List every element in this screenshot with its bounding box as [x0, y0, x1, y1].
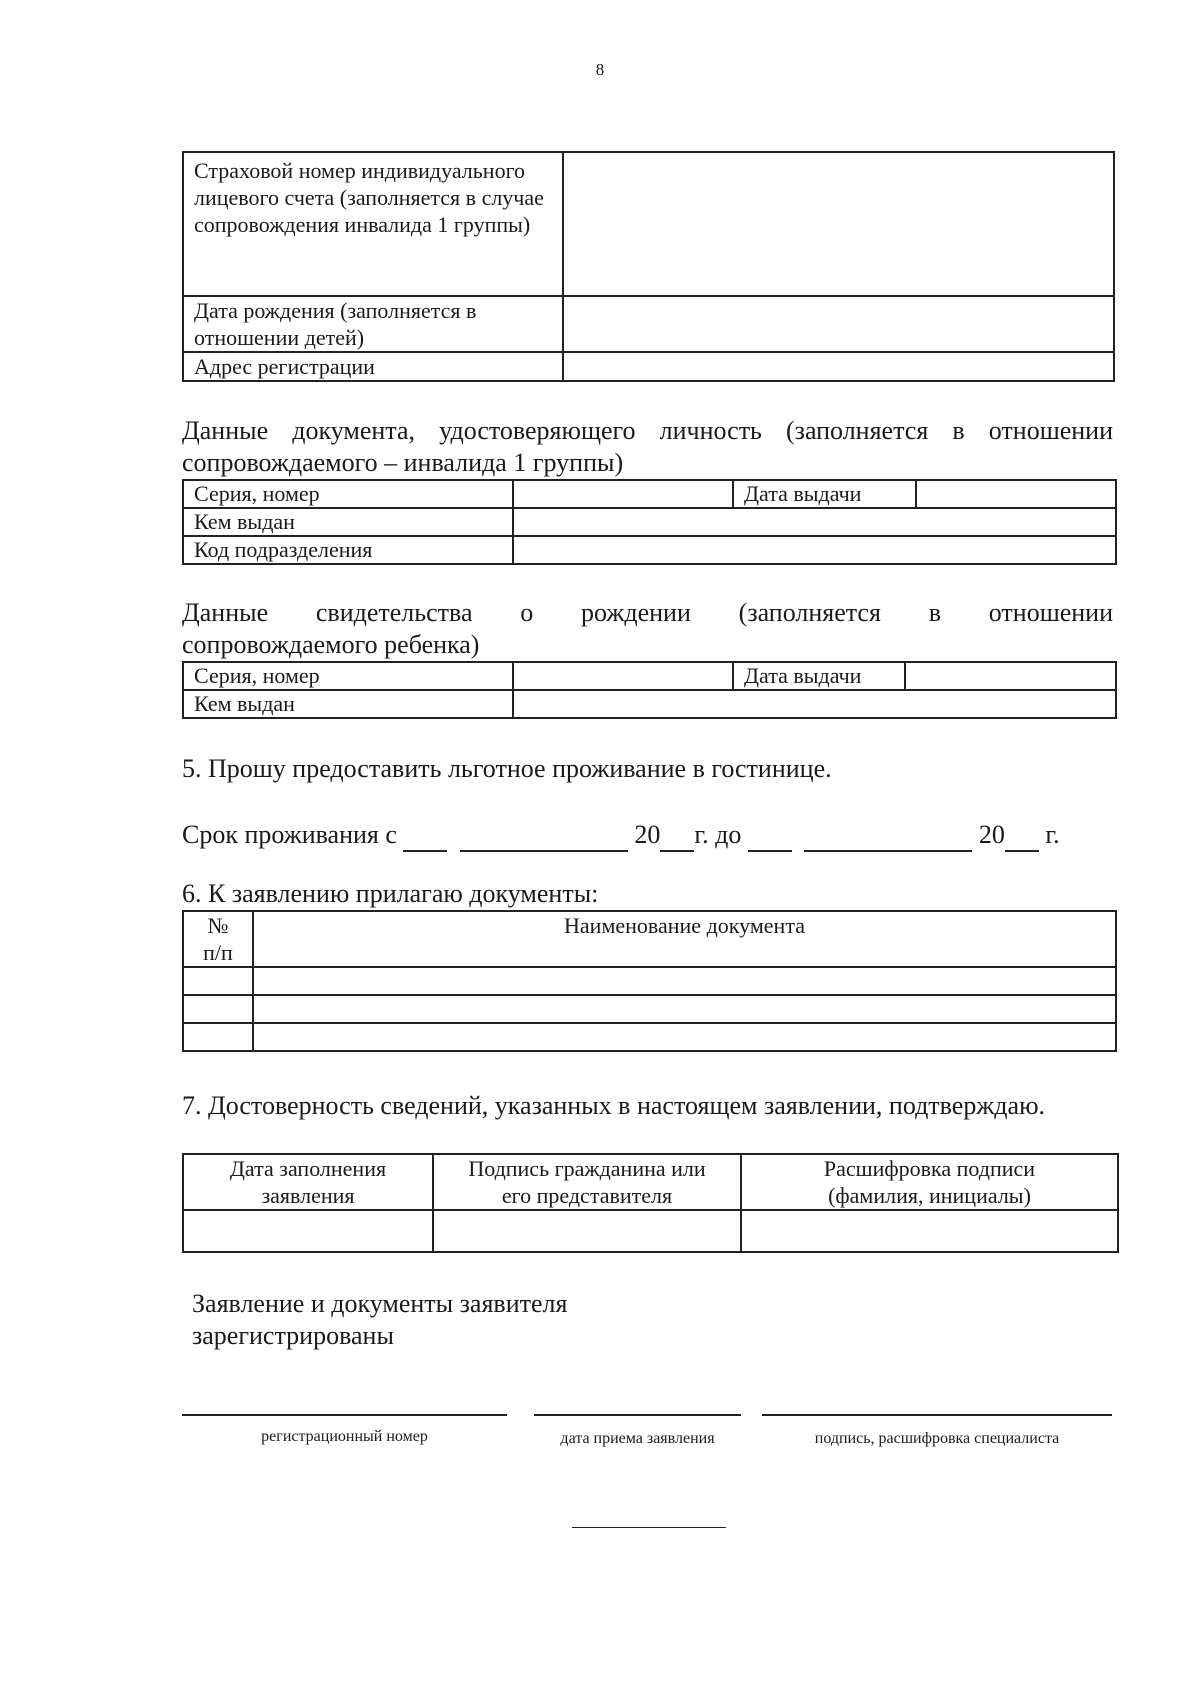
table-row: [183, 296, 1114, 352]
from-year-field[interactable]: [660, 824, 694, 852]
doc-num-cell[interactable]: [183, 1023, 253, 1051]
signature-field[interactable]: [433, 1210, 741, 1252]
signature-decode-line1: Расшифровка подписи: [823, 1156, 1036, 1181]
period-prefix: Срок проживания с: [182, 820, 397, 849]
birth-date-label: Дата рождения (заполняется в отношении детей): [183, 296, 563, 352]
signature-line[interactable]: [762, 1414, 1112, 1416]
section5-text: 5. Прошу предоставить льготное проживание в гостинице.: [182, 754, 832, 783]
table-row: [183, 995, 1116, 1023]
address-label: Адрес регистрации: [183, 352, 563, 381]
end-divider: [572, 1527, 726, 1528]
table-row: [183, 967, 1116, 995]
table-row: [183, 480, 1116, 508]
signature-line2: его представителя: [501, 1183, 673, 1208]
col-number-line1: №: [207, 913, 229, 938]
fill-date-line2: заявления: [261, 1183, 355, 1208]
birth-cert-heading-line1: Данные свидетельства о рождении (заполняется в отношении: [182, 598, 1113, 627]
issue-date-label: Дата выдачи: [733, 662, 905, 690]
doc-num-cell[interactable]: [183, 995, 253, 1023]
doc-num-cell[interactable]: [183, 967, 253, 995]
signature-decode-header: [741, 1154, 1118, 1210]
signature-header: [433, 1154, 741, 1210]
signature-decode-field[interactable]: [741, 1210, 1118, 1252]
series-field[interactable]: [513, 480, 733, 508]
identity-heading-line2: сопровождаемого – инвалида 1 группы): [182, 448, 624, 477]
snils-label: Страховой номер индивидуального лицевого счета (заполняется в случае сопровождения инвалида 1 группы): [183, 152, 563, 296]
year-end-label: г.: [1045, 820, 1060, 849]
series-label: Серия, номер: [183, 480, 513, 508]
identity-doc-table: [182, 479, 1117, 565]
issued-by-field[interactable]: [513, 508, 1116, 536]
issue-date-field[interactable]: [916, 480, 1116, 508]
table-row: [183, 1210, 1118, 1252]
reg-number-label: регистрационный номер: [261, 1428, 428, 1445]
fill-date-line1: Дата заполнения: [229, 1156, 387, 1181]
from-year-prefix: 20: [634, 820, 661, 849]
table-row: [183, 508, 1116, 536]
doc-name-cell[interactable]: [253, 995, 1116, 1023]
doc-name-cell[interactable]: [253, 1023, 1116, 1051]
col-number-header: [183, 911, 253, 967]
address-field[interactable]: [563, 352, 1114, 381]
signature-line1: Подпись гражданина или: [468, 1156, 706, 1181]
snils-field[interactable]: [563, 152, 1114, 296]
col-number-line2: п/п: [203, 940, 233, 965]
to-year-prefix: 20: [978, 820, 1005, 849]
registration-line2: зарегистрированы: [192, 1321, 394, 1350]
issue-date-field[interactable]: [905, 662, 1116, 690]
table-row: [183, 536, 1116, 564]
to-month-field[interactable]: [804, 824, 972, 852]
date-label: дата приема заявления: [560, 1430, 715, 1447]
stay-period-line: [182, 818, 1115, 852]
confirmation-table: [182, 1153, 1119, 1253]
signature-label: подпись, расшифровка специалиста: [814, 1430, 1060, 1447]
personal-data-table: [182, 151, 1115, 382]
table-row: [183, 1154, 1118, 1210]
table-row: [183, 352, 1114, 381]
division-code-field[interactable]: [513, 536, 1116, 564]
reg-number-line[interactable]: [182, 1414, 507, 1416]
attached-docs-table: [182, 910, 1117, 1052]
signature-decode-line2: (фамилия, инициалы): [828, 1183, 1031, 1208]
section6-text: 6. К заявлению прилагаю документы:: [182, 879, 599, 908]
birth-cert-table: [182, 661, 1117, 719]
col-doc-name-header: Наименование документа: [253, 911, 1116, 967]
issued-by-field[interactable]: [513, 690, 1116, 718]
identity-heading-line1: Данные документа, удостоверяющего личность (заполняется в отношении: [182, 416, 1113, 445]
table-row: [183, 662, 1116, 690]
table-row: [183, 152, 1114, 296]
to-year-field[interactable]: [1005, 824, 1039, 852]
series-label: Серия, номер: [183, 662, 513, 690]
doc-name-cell[interactable]: [253, 967, 1116, 995]
birth-cert-heading-line2: сопровождаемого ребенка): [182, 630, 480, 659]
section7-text: 7. Достоверность сведений, указанных в настоящем заявлении, подтверждаю.: [182, 1091, 1045, 1120]
issue-date-label: Дата выдачи: [733, 480, 916, 508]
page-number: 8: [595, 60, 605, 79]
from-month-field[interactable]: [460, 824, 628, 852]
to-day-field[interactable]: [748, 824, 792, 852]
fill-date-field[interactable]: [183, 1210, 433, 1252]
table-row: [183, 690, 1116, 718]
from-day-field[interactable]: [403, 824, 447, 852]
issued-by-label: Кем выдан: [183, 690, 513, 718]
table-row: [183, 1023, 1116, 1051]
issued-by-label: Кем выдан: [183, 508, 513, 536]
division-code-label: Код подразделения: [183, 536, 513, 564]
birth-date-field[interactable]: [563, 296, 1114, 352]
fill-date-header: [183, 1154, 433, 1210]
table-row: [183, 911, 1116, 967]
to-label: г. до: [694, 820, 742, 849]
series-field[interactable]: [513, 662, 733, 690]
date-line[interactable]: [534, 1414, 741, 1416]
registration-line1: Заявление и документы заявителя: [192, 1289, 568, 1318]
